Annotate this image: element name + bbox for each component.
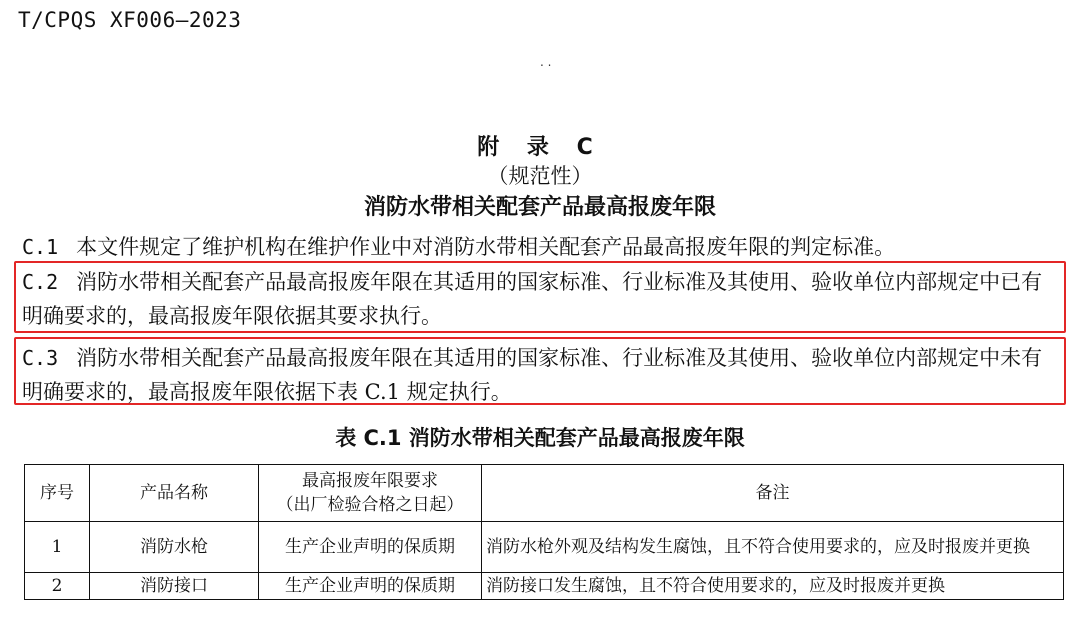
cell-serial-no: 1	[25, 522, 90, 573]
clause-number: C.2	[22, 270, 59, 294]
header-req-line2: （出厂检验合格之日起）	[276, 495, 464, 515]
clause-text: 消防水带相关配套产品最高报废年限在其适用的国家标准、行业标准及其使用、验收单位内部规定中未有明确要求的，最高报废年限依据下表 C.1 规定执行。	[22, 346, 1043, 404]
scan-dots: . .	[540, 55, 552, 69]
table-row	[25, 573, 1064, 600]
cell-product-name: 消防水枪	[90, 522, 259, 573]
cell-remarks: 消防接口发生腐蚀，且不符合使用要求的，应及时报废并更换	[482, 573, 1064, 600]
standard-code: T/CPQS XF006—2023	[18, 8, 242, 32]
scrap-life-table	[24, 464, 1064, 600]
table-caption: 表 C.1 消防水带相关配套产品最高报废年限	[335, 426, 745, 450]
clause-text: 本文件规定了维护机构在维护作业中对消防水带相关配套产品最高报废年限的判定标准。	[76, 235, 896, 259]
clause-number: C.3	[22, 346, 59, 370]
header-product-name: 产品名称	[90, 465, 259, 522]
header-serial-no: 序号	[25, 465, 90, 522]
table-row	[25, 522, 1064, 573]
clause-c3	[22, 341, 1062, 409]
cell-serial-no: 2	[25, 573, 90, 600]
cell-product-name: 消防接口	[90, 573, 259, 600]
table-header-row	[25, 465, 1064, 522]
header-max-scrap-life	[259, 465, 482, 522]
clause-number: C.1	[22, 235, 59, 259]
cell-max-scrap-life: 生产企业声明的保质期	[259, 522, 482, 573]
appendix-subtitle: （规范性）	[487, 164, 593, 188]
appendix-heading: 消防水带相关配套产品最高报废年限	[363, 195, 716, 220]
header-req-line1: 最高报废年限要求	[302, 471, 438, 491]
clause-c1	[22, 230, 1062, 264]
header-remarks: 备注	[482, 465, 1064, 522]
clause-text: 消防水带相关配套产品最高报废年限在其适用的国家标准、行业标准及其使用、验收单位内部规定中已有明确要求的，最高报废年限依据其要求执行。	[22, 270, 1043, 328]
cell-remarks: 消防水枪外观及结构发生腐蚀，且不符合使用要求的，应及时报废并更换	[482, 522, 1064, 573]
clause-c2	[22, 265, 1062, 333]
cell-max-scrap-life: 生产企业声明的保质期	[259, 573, 482, 600]
appendix-title: 附 录 C	[477, 135, 603, 160]
